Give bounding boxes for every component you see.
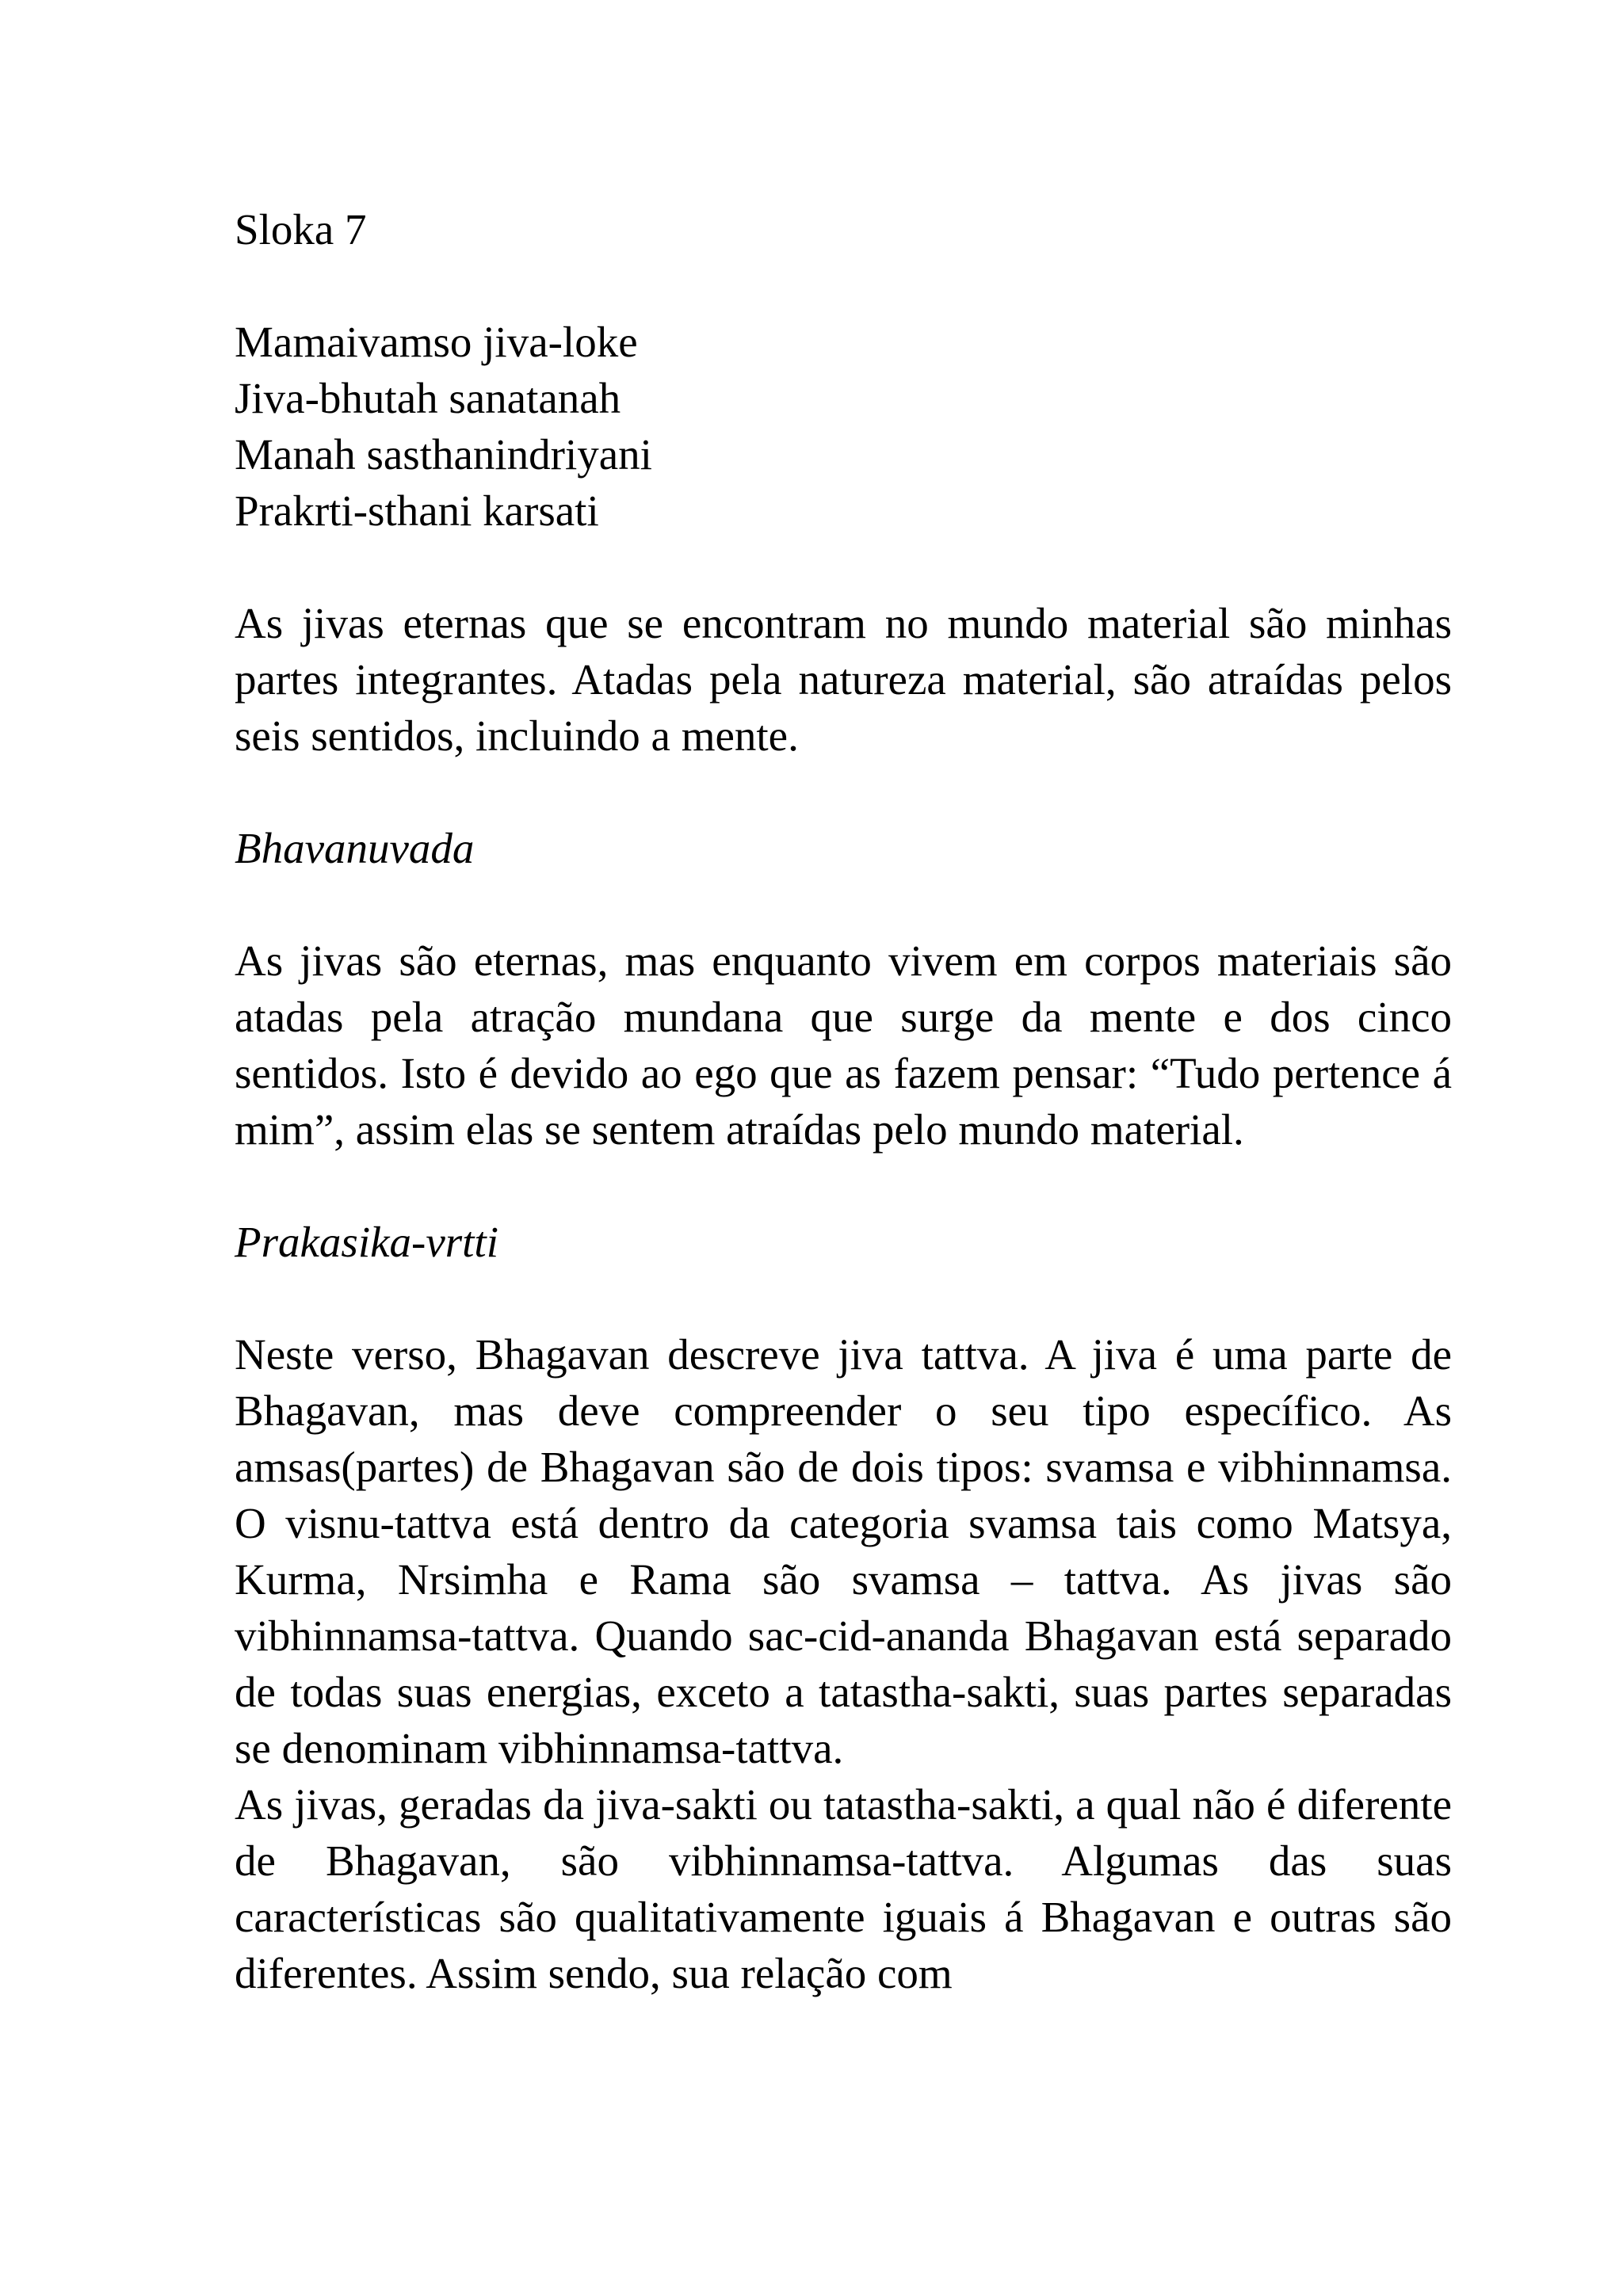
sloka-heading: Sloka 7 xyxy=(235,205,367,254)
translation: As jivas eternas que se encontram no mundo material são minhas partes integrantes. Atadas pela natureza material, são atraídas pelos seis sentidos, incluindo a mente. xyxy=(235,599,1452,760)
bhavanuvada-title: Bhavanuvada xyxy=(235,824,475,872)
bhavanuvada-text: As jivas são eternas, mas enquanto vivem em corpos materiais são atadas pela atração mundana que surge da mente e dos cinco sentidos. Isto é devido ao ego que as fazem pensar: “Tudo pertence á mim”, assim elas se sentem atraídas pelo mundo material. xyxy=(235,936,1452,1154)
verse-line: Manah sasthanindriyani xyxy=(235,430,652,479)
verse-line: Mamaivamso jiva-loke xyxy=(235,318,638,366)
document-page xyxy=(235,201,1452,2001)
prakasika-paragraph: Neste verso, Bhagavan descreve jiva tattva. A jiva é uma parte de Bhagavan, mas deve compreender o seu tipo específico. As amsas(partes) de Bhagavan são de dois tipos: svamsa e vibhinnamsa. O visnu-tattva está dentro da categoria svamsa tais como Matsya, Kurma, Nrsimha e Rama são svamsa – tattva. As jivas são vibhinnamsa-tattva. Quando sac-cid-ananda Bhagavan está separado de todas suas energias, exceto a tatastha-sakti, suas partes separadas se denominam vibhinnamsa-tattva. xyxy=(235,1330,1452,1772)
prakasika-title: Prakasika-vrtti xyxy=(235,1218,498,1266)
verse xyxy=(235,314,1452,539)
prakasika-paragraph: As jivas, geradas da jiva-sakti ou tatastha-sakti, a qual não é diferente de Bhagavan, são vibhinnamsa-tattva. Algumas das suas características são qualitativamente iguais á Bhagavan e outras são diferentes. Assim sendo, sua relação com xyxy=(235,1780,1452,1997)
verse-line: Prakrti-sthani karsati xyxy=(235,486,599,535)
verse-line: Jiva-bhutah sanatanah xyxy=(235,374,621,422)
